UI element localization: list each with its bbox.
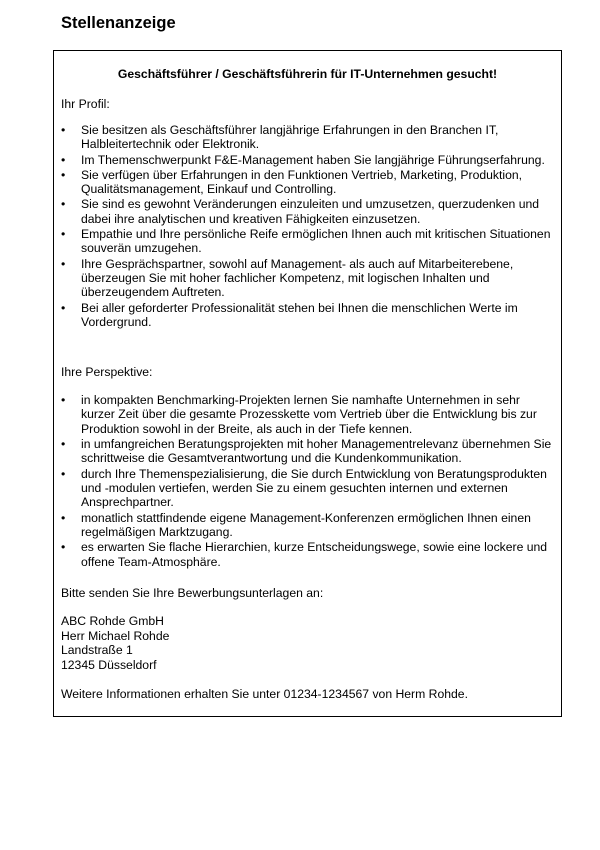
address-street: Landstraße 1: [61, 643, 133, 657]
profile-list: [61, 123, 553, 330]
bullet-icon: •: [61, 152, 66, 167]
profile-item: [61, 197, 553, 226]
profile-item-text: Ihre Gesprächspartner, sowohl auf Management- als auch auf Mitarbeiterebene, überzeugen Sie mit hoher fachlicher Kompetenz, mit logischen Inhalten und überzeugendem Auftreten.: [81, 256, 514, 300]
perspective-item: [61, 511, 553, 540]
profile-item: [61, 257, 553, 300]
perspective-item-text: in kompakten Benchmarking-Projekten lernen Sie namhafte Unternehmen in sehr kurzer Zeit über die gesamte Prozesskette vom Vertrieb über die Entwicklung bis zur Produktion sowohl in der Breite, als auch in der Tiefe kennen.: [81, 393, 537, 436]
perspective-item-text: durch Ihre Themenspezialisierung, die Sie durch Entwicklung von Beratungsprodukten und -modulen vertiefen, werden Sie zu einem gesuchten internen und externen Ansprechpartner.: [81, 466, 547, 510]
perspective-list: [61, 393, 553, 570]
profile-item-text: Empathie und Ihre persönliche Reife ermöglichen Ihnen auch mit kritischen Situationen souverän umzugehen.: [81, 227, 551, 256]
bullet-icon: •: [61, 197, 66, 212]
bullet-icon: •: [61, 256, 66, 271]
perspective-heading: Ihre Perspektive:: [61, 365, 153, 379]
bullet-icon: •: [61, 510, 66, 525]
bullet-icon: •: [61, 540, 66, 555]
bullet-icon: •: [61, 437, 66, 452]
address-contact: Herr Michael Rohde: [61, 629, 170, 643]
perspective-item: [61, 467, 553, 510]
profile-item: [61, 227, 553, 256]
profile-item: [61, 168, 553, 197]
profile-item: [61, 153, 553, 167]
profile-item: [61, 123, 553, 152]
address-city: 12345 Düsseldorf: [61, 658, 157, 672]
perspective-item: [61, 437, 553, 466]
application-prompt: Bitte senden Sie Ihre Bewerbungsunterlagen an:: [61, 586, 324, 600]
bullet-icon: •: [61, 227, 66, 242]
perspective-item-text: monatlich stattfindende eigene Management-Konferenzen ermöglichen Ihnen einen regelmäßigen Marktzugang.: [81, 510, 531, 540]
job-ad-title: Geschäftsführer / Geschäftsführerin für IT-Unternehmen gesucht!: [117, 67, 498, 81]
profile-item-text: Im Themenschwerpunkt F&E-Management haben Sie langjährige Führungserfahrung.: [81, 152, 545, 167]
perspective-item: [61, 540, 553, 569]
perspective-item-text: es erwarten Sie flache Hierarchien, kurze Entscheidungswege, sowie eine lockere und offene Team-Atmosphäre.: [81, 540, 548, 569]
profile-item-text: Sie sind es gewohnt Veränderungen einzuleiten und umzusetzen, querzudenken und dabei ihre analytischen und kreativen Fähigkeiten einzusetzen.: [81, 197, 540, 226]
profile-item-text: Bei aller geforderter Professionalität stehen bei Ihnen die menschlichen Werte im Vordergrund.: [81, 300, 518, 330]
info-line: Weitere Informationen erhalten Sie unter 01234-1234567 von Herm Rohde.: [61, 687, 468, 701]
bullet-icon: •: [61, 466, 66, 481]
profile-item: [61, 301, 553, 330]
bullet-icon: •: [61, 393, 66, 407]
perspective-item-text: in umfangreichen Beratungsprojekten mit hoher Managementrelevanz übernehmen Sie schrittweise die Gesamtverantwortung und die Kundenkommunikation.: [81, 437, 552, 466]
bullet-icon: •: [61, 123, 66, 137]
address-company: ABC Rohde GmbH: [61, 614, 164, 628]
bullet-icon: •: [61, 167, 66, 182]
page-heading: Stellenanzeige: [61, 14, 176, 32]
bullet-icon: •: [61, 300, 66, 315]
perspective-item: [61, 393, 553, 436]
profile-item-text: Sie verfügen über Erfahrungen in den Funktionen Vertrieb, Marketing, Produktion, Qualitätsmanagement, Einkauf und Controlling.: [81, 167, 523, 197]
profile-heading: Ihr Profil:: [61, 97, 110, 111]
job-ad-box: [53, 50, 562, 717]
profile-item-text: Sie besitzen als Geschäftsführer langjährige Erfahrungen in den Branchen IT, Halbleitertechnik oder Elektronik.: [81, 123, 499, 152]
